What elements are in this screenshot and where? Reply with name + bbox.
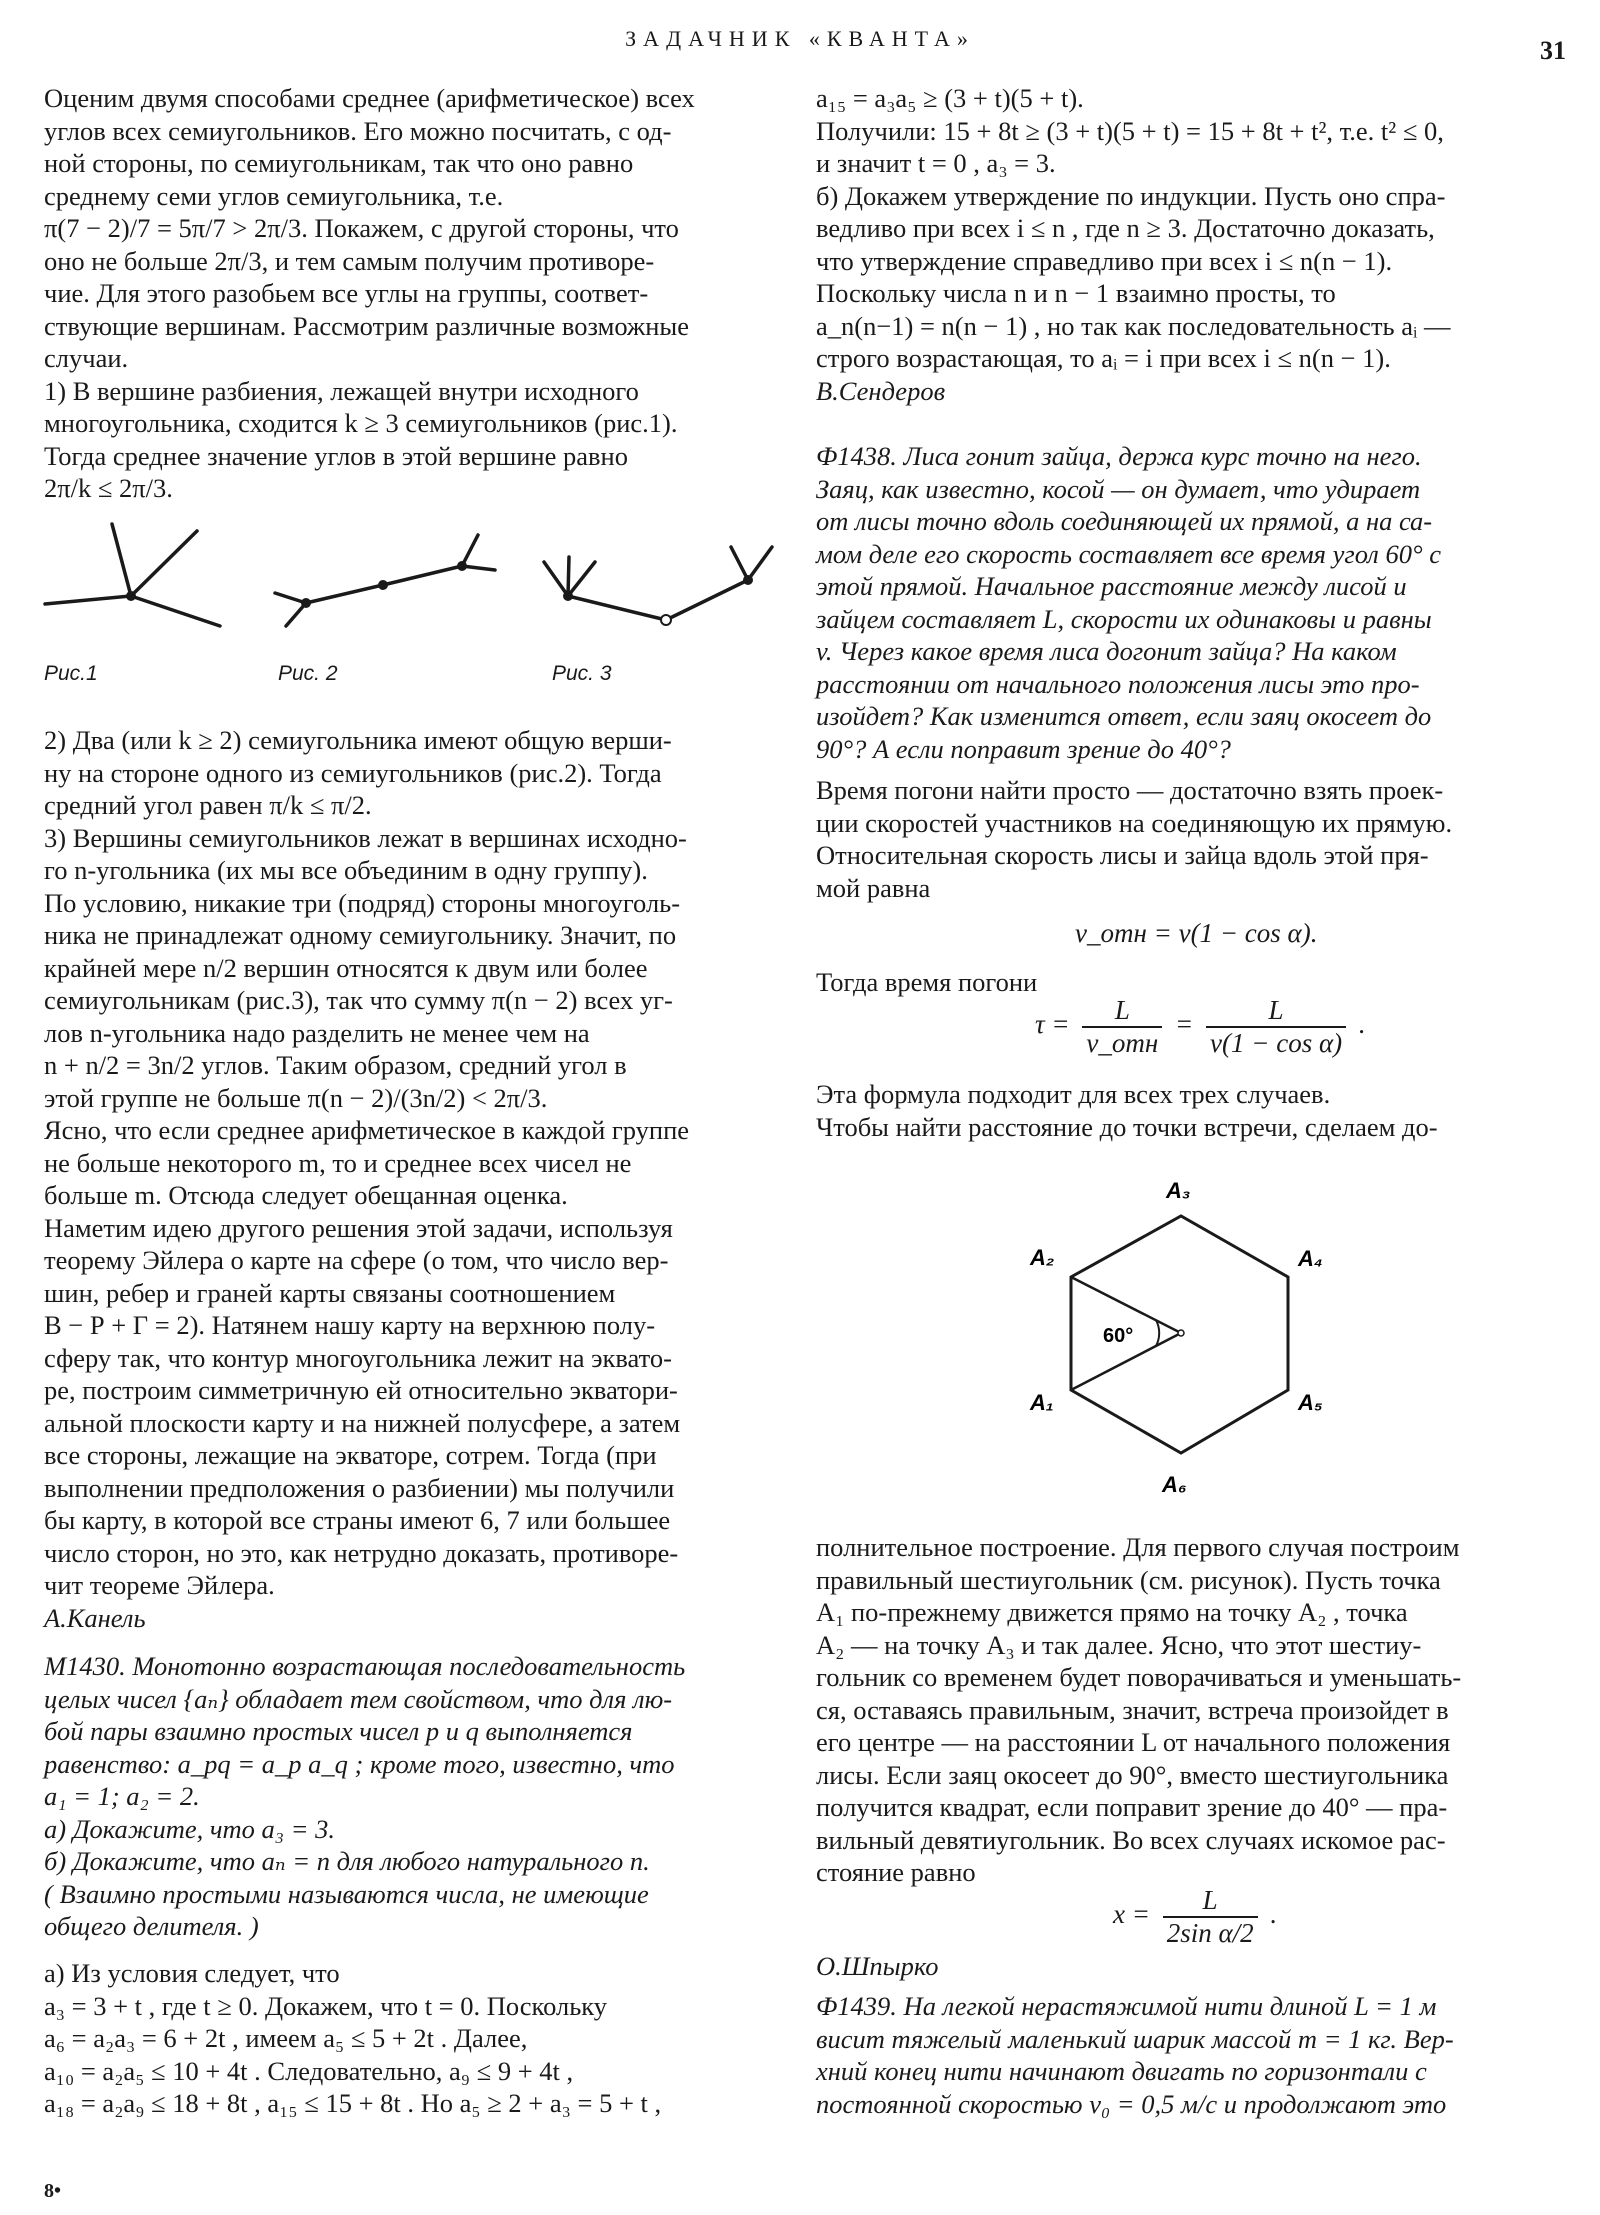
- text-line: шин, ребер и граней карты связаны соотношением: [44, 1277, 616, 1308]
- text-line: строго возрастающая, то aᵢ = i при всех i ≤ n(n − 1).: [816, 343, 1391, 373]
- text-line: чит теореме Эйлера.: [44, 1570, 275, 1600]
- text-line: вильный девятиугольник. Во всех случаях искомое рас-: [816, 1824, 1446, 1855]
- formula-relative-speed: v_отн = v(1 − cos α).: [1075, 918, 1318, 948]
- text-line: правильный шестиугольник (см. рисунок). Пусть точка: [816, 1564, 1441, 1595]
- period: .: [1358, 1009, 1366, 1040]
- text-line: Получили: 15 + 8t ≥ (3 + t)(5 + t) = 15 + 8t + t², т.е. t² ≤ 0,: [816, 115, 1444, 146]
- text-line: мой равна: [816, 872, 931, 903]
- text-line: n + n/2 = 3n/2 углов. Таким образом, средний угол в: [44, 1050, 627, 1080]
- text-line: v. Через какое время лиса догонит зайца? На каком: [816, 636, 1397, 666]
- text-line: не больше некоторого m, то и среднее всех чисел не: [44, 1147, 632, 1178]
- text-line: A₂ — на точку A₃ и так далее. Ясно, что этот шестиу-: [816, 1629, 1422, 1660]
- text-line: ника не принадлежат одному семиугольнику. Значит, по: [44, 920, 677, 950]
- figure-1-caption: Рис.1: [44, 662, 98, 685]
- text-line: постоянной скоростью v₀ = 0,5 м/с и продолжают это: [816, 2088, 1447, 2119]
- denominator: 2sin α/2: [1166, 1918, 1254, 1948]
- hex-label-a3: A₃: [1166, 1178, 1191, 1203]
- text-line: гольник со временем будет поворачиваться и уменьшать-: [816, 1662, 1462, 1692]
- text-line: общего делителя. ): [44, 1911, 259, 1941]
- text-line: ствующие вершинам. Рассмотрим различные возможные: [44, 310, 689, 341]
- text-line: чие. Для этого разобьем все углы на группы, соответ-: [44, 278, 649, 308]
- running-header: ЗАДАЧНИК «КВАНТА»: [625, 26, 975, 51]
- text-line: равенство: a_pq = a_p a_q ; кроме того, известно, что: [44, 1748, 675, 1779]
- denominator: v(1 − cos α): [1210, 1028, 1343, 1058]
- text-line: изойдет? Как изменится ответ, если заяц окосеет до: [816, 701, 1432, 731]
- text-line: ре, построим симметричную ей относительно экватори-: [44, 1375, 678, 1405]
- text-line: a₃ = 3 + t , где t ≥ 0. Докажем, что t = 0. Поскольку: [44, 1990, 608, 2021]
- text-line: Ф1438. Лиса гонит зайца, держа курс точно на него.: [816, 441, 1422, 471]
- text-line: что утверждение справедливо при всех i ≤ n(n − 1).: [816, 245, 1393, 276]
- text-line: сферу так, что контур многоугольника лежит на эквато-: [44, 1342, 672, 1373]
- text-line: расстоянии от начального положения лисы это про-: [816, 668, 1420, 699]
- right-paragraph-3: Тогда время погони: [816, 967, 1038, 997]
- text-line: выполнении предположения о разбиении) мы получили: [44, 1472, 675, 1503]
- text-line: а) Из условия следует, что: [44, 1958, 340, 1988]
- text-line: а) Докажите, что a₃ = 3.: [44, 1813, 335, 1844]
- text-line: Оценим двумя способами среднее (арифметическое) всех: [44, 83, 695, 113]
- numerator: L: [1163, 1885, 1258, 1918]
- equals: =: [1175, 1009, 1194, 1040]
- text-line: a_n(n−1) = n(n − 1) , но так как последовательность aᵢ —: [816, 310, 1451, 341]
- text-line: число сторон, но это, как нетрудно доказать, противоре-: [44, 1537, 679, 1568]
- text-line: π(7 − 2)/7 = 5π/7 > 2π/3. Покажем, с другой стороны, что: [44, 213, 679, 243]
- problem-m1430: [44, 1650, 779, 1943]
- author-shpyrko: О.Шпырко: [816, 1951, 939, 1981]
- numerator: L: [1082, 995, 1162, 1028]
- text-line: лисы. Если заяц окосеет до 90°, вместо шестиугольника: [816, 1759, 1449, 1790]
- text-line: Тогда среднее значение углов в этой вершине равно: [44, 440, 628, 471]
- text-line: Поскольку числа n и n − 1 взаимно просты, то: [816, 278, 1336, 308]
- text-line: 90°? А если поправит зрение до 40°?: [816, 733, 1231, 764]
- author-senderov: В.Сендеров: [816, 376, 946, 406]
- text-line: Заяц, как известно, косой — он думает, что удирает: [816, 473, 1421, 504]
- figure-2-caption: Рис. 2: [278, 662, 338, 685]
- text-line: 1) В вершине разбиения, лежащей внутри исходного: [44, 375, 639, 406]
- text-line: го n-угольника (их мы все объединим в одну группу).: [44, 855, 648, 885]
- text-line: A₁ по-прежнему движется прямо на точку A₂ , точка: [816, 1597, 1408, 1627]
- text-line: a₁ = 1; a₂ = 2.: [44, 1781, 200, 1811]
- text-line: оно не больше 2π/3, и тем самым получим противоре-: [44, 245, 655, 276]
- footer-mark: 8•: [44, 2180, 62, 2202]
- denominator: v_отн: [1086, 1028, 1159, 1058]
- text-line: Наметим идею другого решения этой задачи, используя: [44, 1212, 673, 1243]
- text-line: a₆ = a₂a₃ = 6 + 2t , имеем a₅ ≤ 5 + 2t . Далее,: [44, 2023, 528, 2053]
- text-line: средний угол равен π/k ≤ π/2.: [44, 790, 372, 820]
- text-line: В − Р + Г = 2). Натянем нашу карту на верхнюю полу-: [44, 1310, 656, 1340]
- text-line: 3) Вершины семиугольников лежат в вершинах исходно-: [44, 822, 687, 853]
- text-line: По условию, никакие три (подряд) стороны многоуголь-: [44, 887, 681, 918]
- hex-label-a5: A₅: [1298, 1390, 1323, 1415]
- text-line: крайней мере n/2 вершин относятся к двум или более: [44, 952, 648, 983]
- author-kanel: А.Канель: [44, 1603, 146, 1633]
- hex-label-a2: A₂: [1030, 1245, 1055, 1270]
- text-line: ( Взаимно простыми называются числа, не имеющие: [44, 1878, 649, 1909]
- text-line: этой группе не больше π(n − 2)/(3n/2) < 2π/3.: [44, 1082, 548, 1113]
- text-line: М1430. Монотонно возрастающая последовательность: [44, 1651, 686, 1681]
- text-line: теорему Эйлера о карте на сфере (о том, что число вер-: [44, 1245, 669, 1275]
- hex-label-a6: A₆: [1162, 1472, 1187, 1497]
- text-line: Эта формула подходит для всех трех случаев.: [816, 1079, 1331, 1109]
- text-line: от лисы точно вдоль соединяющей их прямой, а на са-: [816, 506, 1433, 536]
- text-line: ведливо при всех i ≤ n , где n ≥ 3. Достаточно доказать,: [816, 213, 1435, 243]
- m1430-solution: [44, 1957, 779, 2120]
- text-line: все стороны, лежащие на экваторе, сотрем. Тогда (при: [44, 1440, 657, 1470]
- text-line: лов n-угольника надо разделить не менее чем на: [44, 1017, 590, 1048]
- period: .: [1270, 1899, 1278, 1930]
- text-line: висит тяжелый маленький шарик массой m = 1 кг. Вер-: [816, 2023, 1454, 2054]
- text-line: a₁₅ = a₃a₅ ≥ (3 + t)(5 + t).: [816, 83, 1084, 113]
- page-number: 31: [1540, 36, 1566, 65]
- formula-lhs: x =: [1113, 1899, 1150, 1930]
- text-line: больше m. Отсюда следует обещанная оценка.: [44, 1180, 568, 1210]
- text-line: этой прямой. Начальное расстояние между лисой и: [816, 571, 1407, 601]
- text-line: Ф1439. На легкой нерастяжимой нити длиной L = 1 м: [816, 1991, 1437, 2021]
- text-line: целых чисел {aₙ} обладает тем свойством, что для лю-: [44, 1683, 673, 1714]
- text-line: бы карту, в которой все страны имеют 6, 7 или большее: [44, 1505, 671, 1535]
- text-line: многоугольника, сходится k ≥ 3 семиугольников (рис.1).: [44, 408, 678, 438]
- text-line: углов всех семиугольников. Его можно посчитать, с од-: [44, 115, 672, 146]
- text-line: б) Докажите, что aₙ = n для любого натурального n.: [44, 1846, 650, 1876]
- text-line: ции скоростей участников на соединяющую их прямую.: [816, 807, 1453, 838]
- formula-lhs: τ =: [1035, 1009, 1070, 1040]
- text-line: среднему семи углов семиугольника, т.е.: [44, 180, 504, 211]
- figure-3-caption: Рис. 3: [552, 662, 612, 685]
- problem-f1439: [816, 1990, 1551, 2120]
- formula-distance: [1113, 1885, 1277, 1949]
- text-line: ся, оставаясь правильным, значит, встреча произойдет в: [816, 1694, 1449, 1725]
- text-line: случаи.: [44, 343, 129, 373]
- text-line: стояние равно: [816, 1857, 976, 1887]
- text-line: a₁₀ = a₂a₅ ≤ 10 + 4t . Следовательно, a₉ ≤ 9 + 4t ,: [44, 2055, 574, 2086]
- text-line: ну на стороне одного из семиугольников (рис.2). Тогда: [44, 757, 662, 788]
- text-line: Относительная скорость лисы и зайца вдоль этой пря-: [816, 840, 1429, 870]
- hex-label-a1: A₁: [1030, 1390, 1054, 1415]
- text-line: альной плоскости карту и на нижней полусфере, а затем: [44, 1407, 681, 1438]
- right-paragraph-5: [816, 1531, 1551, 1889]
- text-line: б) Докажем утверждение по индукции. Пусть оно спра-: [816, 180, 1446, 211]
- text-line: получится квадрат, если поправит зрение до 40° — пра-: [816, 1792, 1448, 1822]
- text-line: бой пары взаимно простых чисел p и q выполняется: [44, 1716, 633, 1746]
- text-line: 2) Два (или k ≥ 2) семиугольника имеют общую верши-: [44, 725, 672, 755]
- text-line: зайцем составляет L, скорости их одинаковы и равны: [816, 603, 1432, 634]
- angle-label: 60°: [1103, 1325, 1134, 1347]
- text-line: Чтобы найти расстояние до точки встречи, сделаем до-: [816, 1111, 1438, 1142]
- text-line: мом деле его скорость составляет все время угол 60° с: [816, 538, 1441, 569]
- text-line: a₁₈ = a₂a₉ ≤ 18 + 8t , a₁₅ ≤ 15 + 8t . Но a₅ ≥ 2 + a₃ = 5 + t ,: [44, 2088, 662, 2118]
- text-line: 2π/k ≤ 2π/3.: [44, 473, 173, 503]
- text-line: его центре — на расстоянии L от начального положения: [816, 1727, 1451, 1757]
- text-line: семиугольникам (рис.3), так что сумму π(n − 2) всех уг-: [44, 985, 673, 1015]
- numerator: L: [1206, 995, 1346, 1028]
- text-line: Время погони найти просто — достаточно взять проек-: [816, 775, 1444, 805]
- text-line: и значит t = 0 , a₃ = 3.: [816, 148, 1056, 178]
- text-line: хний конец нити начинают двигать по горизонтали с: [816, 2056, 1427, 2086]
- text-line: Ясно, что если среднее арифметическое в каждой группе: [44, 1115, 690, 1145]
- hex-label-a4: A₄: [1298, 1246, 1323, 1271]
- text-line: ной стороны, по семиугольникам, так что оно равно: [44, 148, 634, 178]
- text-line: полнительное построение. Для первого случая построим: [816, 1532, 1460, 1562]
